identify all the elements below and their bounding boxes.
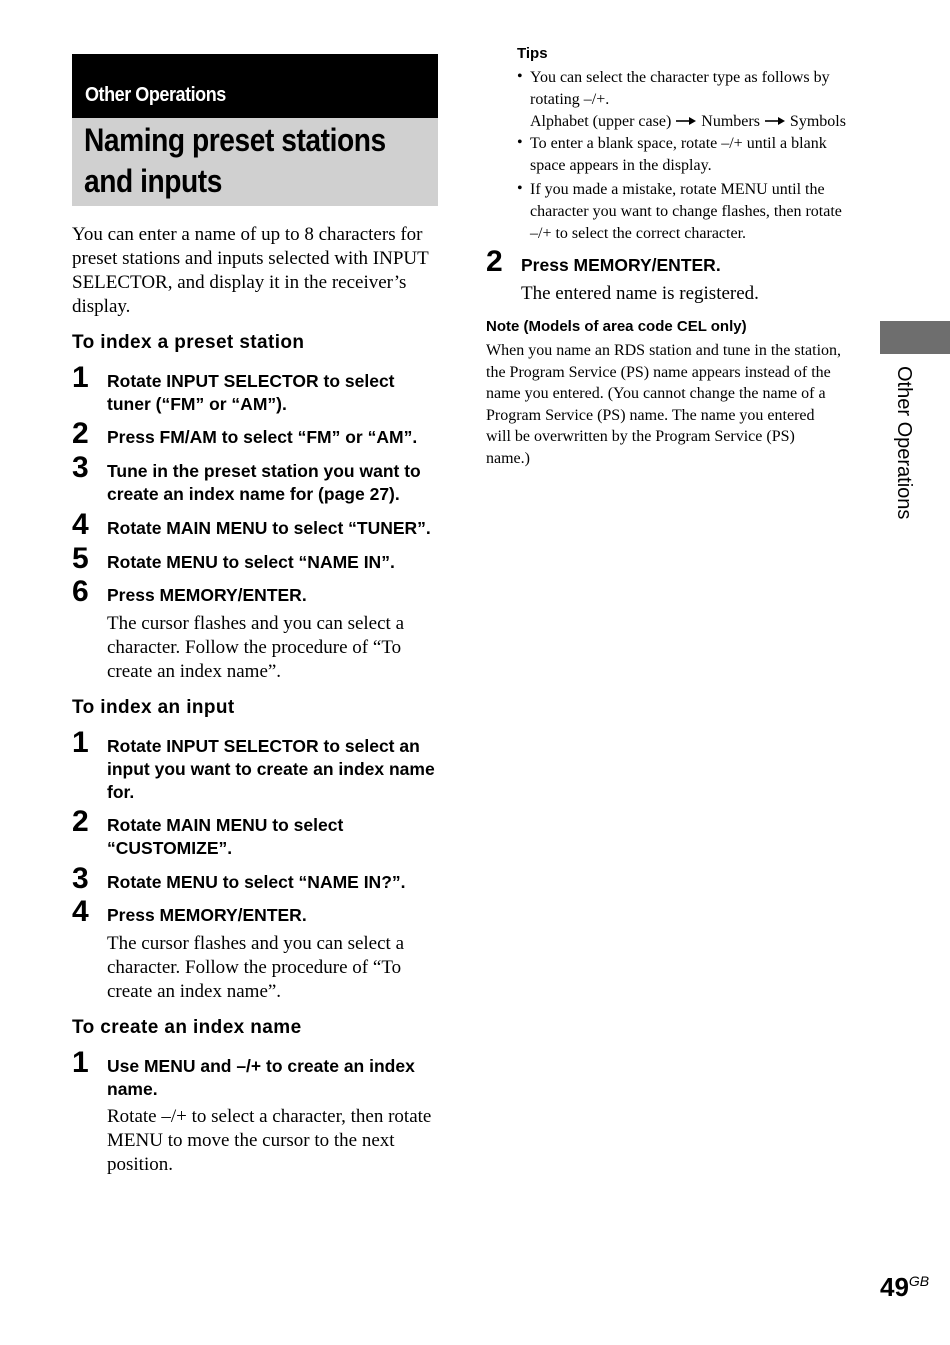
step-number: 1 [72, 361, 89, 394]
intro-line: You can enter a name of up to 8 characters for [72, 224, 423, 245]
preset-step-1: Rotate INPUT SELECTOR to select tuner (“FM” or “AM”). [107, 371, 395, 414]
input-step-4: Press MEMORY/ENTER. [107, 905, 307, 925]
preset-step-6: Press MEMORY/ENTER. [107, 585, 307, 605]
tip-item-2: To enter a blank space, rotate –/+ until a blank space appears in the display. [530, 135, 827, 174]
side-tab-label: Other Operations [893, 366, 915, 520]
intro-line: preset stations and inputs selected with INPUT [72, 248, 429, 269]
title-block [72, 118, 438, 206]
step-number: 6 [72, 575, 89, 608]
input-step-2: Rotate MAIN MENU to select “CUSTOMIZE”. [107, 815, 344, 858]
intro-paragraph [72, 223, 429, 319]
page-title-line2: and inputs [84, 163, 222, 199]
step-number: 3 [72, 862, 89, 895]
section-label: Other Operations [85, 84, 226, 106]
create-heading: To create an index name [72, 1017, 302, 1038]
bullet: • [517, 68, 523, 85]
create-step-desc: Rotate –/+ to select a character, then rotate MENU to move the cursor to the next position. [107, 1106, 432, 1175]
page-title-line1: Naming preset stations [84, 122, 386, 158]
note-body: When you name an RDS station and tune in the station, the Program Service (PS) name appears instead of the name you entered. (You cannot change the name of a Program Service (PS) name. The name you entered will be overwritten by the Program Service (PS) name.) [486, 342, 842, 467]
section-header [72, 54, 438, 118]
preset-step-3: Tune in the preset station you want to create an index name for (page 27). [107, 461, 421, 504]
bullet: • [517, 134, 523, 151]
arrow-right-icon [675, 113, 701, 130]
page-number: $49^{GB}$ [880, 1272, 930, 1302]
tips-heading: Tips [517, 45, 548, 62]
input-step-desc: The cursor flashes and you can select a character. Follow the procedure of “To create an index name”. [107, 933, 405, 1002]
step-number: 2 [72, 417, 89, 450]
tip-item-1: You can select the character type as follows by rotating –/+. Alphabet (upper case) Numbers Symbols [530, 67, 846, 133]
preset-step-4: Rotate MAIN MENU to select “TUNER”. [107, 518, 431, 538]
note-heading: Note (Models of area code CEL only) [486, 318, 747, 335]
preset-step-5: Rotate MENU to select “NAME IN”. [107, 552, 395, 572]
step-number: 2 [486, 245, 503, 278]
preset-step-2: Press FM/AM to select “FM” or “AM”. [107, 427, 418, 447]
step-number: 1 [72, 726, 89, 759]
step-number: 4 [72, 508, 89, 541]
side-tab-marker [880, 321, 950, 354]
input-step-3: Rotate MENU to select “NAME IN?”. [107, 872, 406, 892]
create-step-2-desc: The entered name is registered. [521, 283, 759, 304]
create-step-1: Use MENU and –/+ to create an index name. [107, 1056, 415, 1099]
step-number: 4 [72, 895, 89, 928]
intro-line: SELECTOR, and display it in the receiver’s [72, 272, 407, 293]
step-number: 1 [72, 1046, 89, 1079]
bullet: • [517, 180, 523, 197]
intro-line: display. [72, 296, 131, 317]
create-step-2: Press MEMORY/ENTER. [521, 255, 721, 275]
step-number: 2 [72, 805, 89, 838]
step-number: 3 [72, 451, 89, 484]
preset-step-desc: The cursor flashes and you can select a character. Follow the procedure of “To create an index name”. [107, 613, 405, 682]
preset-heading: To index a preset station [72, 332, 305, 353]
arrow-right-icon [764, 113, 790, 130]
input-heading: To index an input [72, 697, 235, 718]
input-step-1: Rotate INPUT SELECTOR to select an input you want to create an index name for. [107, 736, 435, 802]
character-sequence: Alphabet (upper case) Numbers Symbols [530, 113, 846, 130]
step-number: 5 [72, 542, 89, 575]
tip-item-3: If you made a mistake, rotate MENU until the character you want to change flashes, then rotate –/+ to select the correct character. [530, 181, 842, 242]
